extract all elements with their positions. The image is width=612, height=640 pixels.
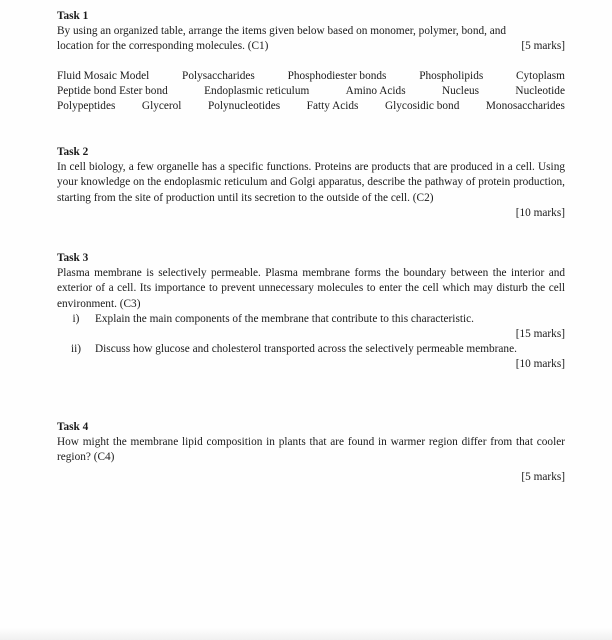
task-1-instruction-line-1: By using an organized table, arrange the items given below based on monomer, polymer, bond, and — [57, 25, 507, 38]
item: Polysaccharides — [182, 70, 255, 82]
item-row-2 — [57, 84, 565, 99]
item: Glycerol — [141, 100, 182, 113]
task-2-marks: [10 marks] — [515, 206, 565, 219]
sub-question-number: i) — [72, 312, 80, 325]
item-row-3 — [57, 99, 565, 114]
sub-question-text: Explain the main components of the membrane that contribute to this characteristic. — [95, 312, 474, 325]
item: Phospholipids — [419, 70, 484, 82]
task-1-instruction-line-2: location for the corresponding molecules. (C1) — [57, 40, 269, 53]
item: Nucleotide — [515, 85, 565, 98]
task-1-marks: [5 marks] — [521, 40, 565, 53]
sub-question-text: Discuss how glucose and cholesterol transported across the selectively permeable membrane. — [95, 343, 517, 356]
item: Glycosidic bond — [384, 100, 460, 113]
item: Polynucleotides — [207, 100, 281, 113]
task-1-item-list — [57, 69, 565, 115]
item: Endoplasmic reticulum — [204, 85, 310, 98]
task-3-sub-question-2 — [57, 342, 565, 357]
item: Fluid Mosaic Model — [57, 70, 150, 82]
task-4-marks: [5 marks] — [521, 470, 565, 483]
sub-question-number: ii) — [70, 343, 82, 356]
item: Polypeptides — [57, 100, 116, 113]
task-2-body: In cell biology, a few organelle has a specific functions. Proteins are products that are produced in a cell. Using your knowledge on the endoplasmic reticulum and Golgi apparatus, describe the pathway of protein production, starting from the site of production until its secretion to the outside of the cell. (C2) — [57, 161, 565, 204]
item: Amino Acids — [345, 85, 406, 98]
task-3-sub-question-1 — [57, 312, 565, 327]
page-bottom-shade — [0, 628, 612, 640]
item: Cytoplasm — [516, 70, 565, 82]
task-4-title: Task 4 — [57, 421, 89, 433]
task-3-title: Task 3 — [57, 252, 89, 264]
item-row-1 — [57, 69, 565, 84]
task-2-title: Task 2 — [57, 146, 89, 158]
task-3-section — [57, 251, 565, 373]
item: Nucleus — [441, 85, 480, 98]
item: Fatty Acids — [306, 100, 359, 113]
task-1-title: Task 1 — [57, 10, 89, 22]
task-4-body: How might the membrane lipid composition in plants that are found in warmer region differ from that cooler region? (C4) — [57, 436, 565, 464]
task-4-section — [57, 420, 565, 485]
task-3-sub-1-marks: [15 marks] — [515, 328, 565, 341]
task-3-sub-2-marks: [10 marks] — [515, 358, 565, 371]
task-2-section — [57, 145, 565, 221]
task-3-body: Plasma membrane is selectively permeable. Plasma membrane forms the boundary between the interior and exterior of a cell. Its importance to prevent unnecessary molecules to enter the cell which may disturb the cell environment. (C3) — [57, 267, 565, 310]
task-1-section — [57, 9, 565, 55]
item: Phosphodiester bonds — [287, 70, 387, 82]
item: Monosaccharides — [485, 100, 565, 113]
item: Peptide bond Ester bond — [57, 85, 168, 98]
